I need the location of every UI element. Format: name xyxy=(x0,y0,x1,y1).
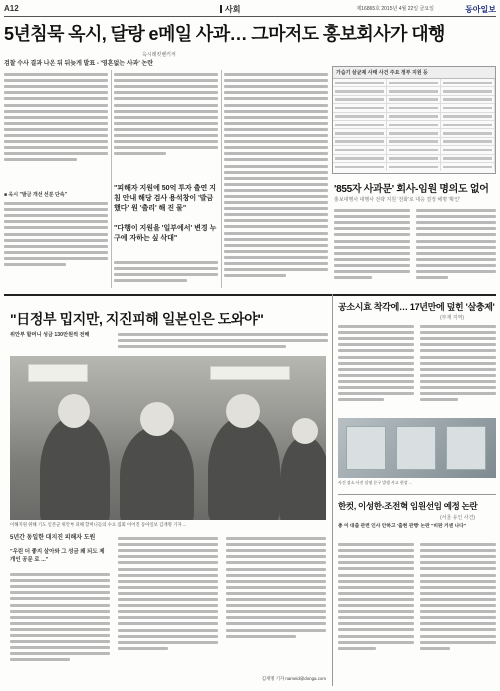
person-figure xyxy=(120,426,194,520)
table-row xyxy=(333,104,495,112)
column-divider xyxy=(111,70,112,288)
right-story-photo xyxy=(338,418,496,478)
protest-banner xyxy=(210,366,290,380)
right-story-rule xyxy=(338,494,496,495)
right-story-column-1 xyxy=(338,322,414,416)
table-title: 가습기 살균제 사태 사건 주요 정부 지원 등 xyxy=(333,67,495,79)
table-row xyxy=(333,121,495,129)
column-divider xyxy=(221,70,222,288)
photo-panel xyxy=(446,426,486,470)
feature-divider xyxy=(332,294,333,686)
table-row xyxy=(333,79,495,87)
person-head xyxy=(292,418,318,444)
lead-subhead: 검찰 수사 결과 나온 뒤 뒤늦게 발표 - '영혼없는 사과' 논란 xyxy=(4,61,154,67)
feature-separator xyxy=(4,294,496,296)
incident-timeline-table xyxy=(332,66,496,174)
feature-subhead-a: 5년간 동일한 대지진 피해자 도원 xyxy=(10,535,96,541)
lead-pull-quote-2: "다행이 지원을 '일부에서' 변경 누구에 자하는 싶 삭대" xyxy=(114,225,217,242)
person-head xyxy=(58,394,90,428)
table-row xyxy=(333,155,495,163)
table-row xyxy=(333,146,495,154)
protest-banner xyxy=(28,364,88,382)
bottom-right-sub: (서울 유인 사건) xyxy=(440,515,476,521)
side-column-1 xyxy=(334,206,410,288)
table-row xyxy=(333,163,495,171)
side-subhead: 홍보대행사 대행사 전략 지원 '전화'로 대응 결정 해명 '확인' xyxy=(334,197,461,203)
bottom-right-subhead: 총 이 대출 관련 인사 안하고 '출현 관행' 논란 "비판 거센 나다" xyxy=(338,524,467,529)
header-rule xyxy=(4,16,496,17)
feature-subhead-b: "우린 더 좋지 살아와 그 성금 왜 되도 제 개인 공문 로 ..." xyxy=(10,549,105,563)
page-number: A12 xyxy=(4,4,19,13)
person-head xyxy=(140,402,174,436)
side-column-2 xyxy=(416,206,496,288)
photo-panel xyxy=(346,426,386,470)
lead-byline: 옥시레킷벤키저 xyxy=(142,52,176,58)
section-name: 사회 xyxy=(225,5,241,14)
section-bar-icon xyxy=(220,5,222,13)
feature-column-2 xyxy=(118,534,218,680)
feature-intro: 위안부 할머니 성금 130만원씩 전해 xyxy=(10,332,90,338)
table-row xyxy=(333,87,495,95)
bottom-right-column-1 xyxy=(338,540,414,680)
right-story-column-2 xyxy=(420,322,496,416)
issue-meta: 제16865호 2015년 4월 22일 금요일 xyxy=(356,6,434,12)
right-story-caption: 사건 장소 사진 설명 문구 발생 사고 현장 ... xyxy=(338,480,413,485)
feature-photo xyxy=(10,356,326,520)
person-figure xyxy=(280,436,326,520)
person-figure xyxy=(208,416,280,520)
lead-pull-quote-1: "피해자 지원에 50억 투자 출연 지침 안내 해당 검사 용석창이 '발금했다' 원 '출리' 해 진 물" xyxy=(114,185,216,212)
feature-column-3 xyxy=(226,534,326,674)
bottom-right-headline: 한컷, 이성한-조전혁 임원선임 예정 논란 xyxy=(338,501,478,511)
photo-panel xyxy=(396,426,436,470)
right-story-headline: 공소시효 착각에… 17년만에 덮힌 '살충제' xyxy=(338,302,495,312)
feature-photo-caption: 이해지원 위해 기도 일본군 위안부 피해 할머니들의 수요 집회 이어진 동아일보 김재명 기자 ... xyxy=(10,522,187,527)
person-figure xyxy=(40,416,110,520)
lead-box-label: ■ 옥시 "발금 개선 선분 단속" xyxy=(4,192,68,198)
side-headline: '855자 사과문' 회사-임원 명의도 없어 xyxy=(334,184,489,195)
newspaper-brand: 동아일보 xyxy=(465,5,496,14)
feature-column-1 xyxy=(10,570,110,680)
bottom-right-column-2 xyxy=(420,540,496,680)
feature-headline: "日정부 밉지만, 지진피해 일본인은 도와야" xyxy=(10,311,264,327)
table-row xyxy=(333,129,495,137)
lead-column-1 xyxy=(4,70,108,190)
lead-column-1b xyxy=(4,199,108,289)
lead-column-3 xyxy=(224,70,328,290)
lead-headline: 5년침묵 옥시, 달랑 e메일 사과… 그마저도 홍보회사가 대행 xyxy=(4,24,445,44)
feature-lede xyxy=(118,330,328,352)
page-header xyxy=(4,4,496,16)
table-row xyxy=(333,96,495,104)
lead-column-2 xyxy=(114,70,218,180)
person-head xyxy=(226,394,260,428)
table-row xyxy=(333,138,495,146)
table-row xyxy=(333,113,495,121)
lead-column-2b xyxy=(114,258,218,290)
right-story-sub: (부재 지역) xyxy=(440,315,465,321)
section-label xyxy=(220,4,240,15)
feature-credit: 김재명 기자 nameid@donga.com xyxy=(261,676,326,681)
